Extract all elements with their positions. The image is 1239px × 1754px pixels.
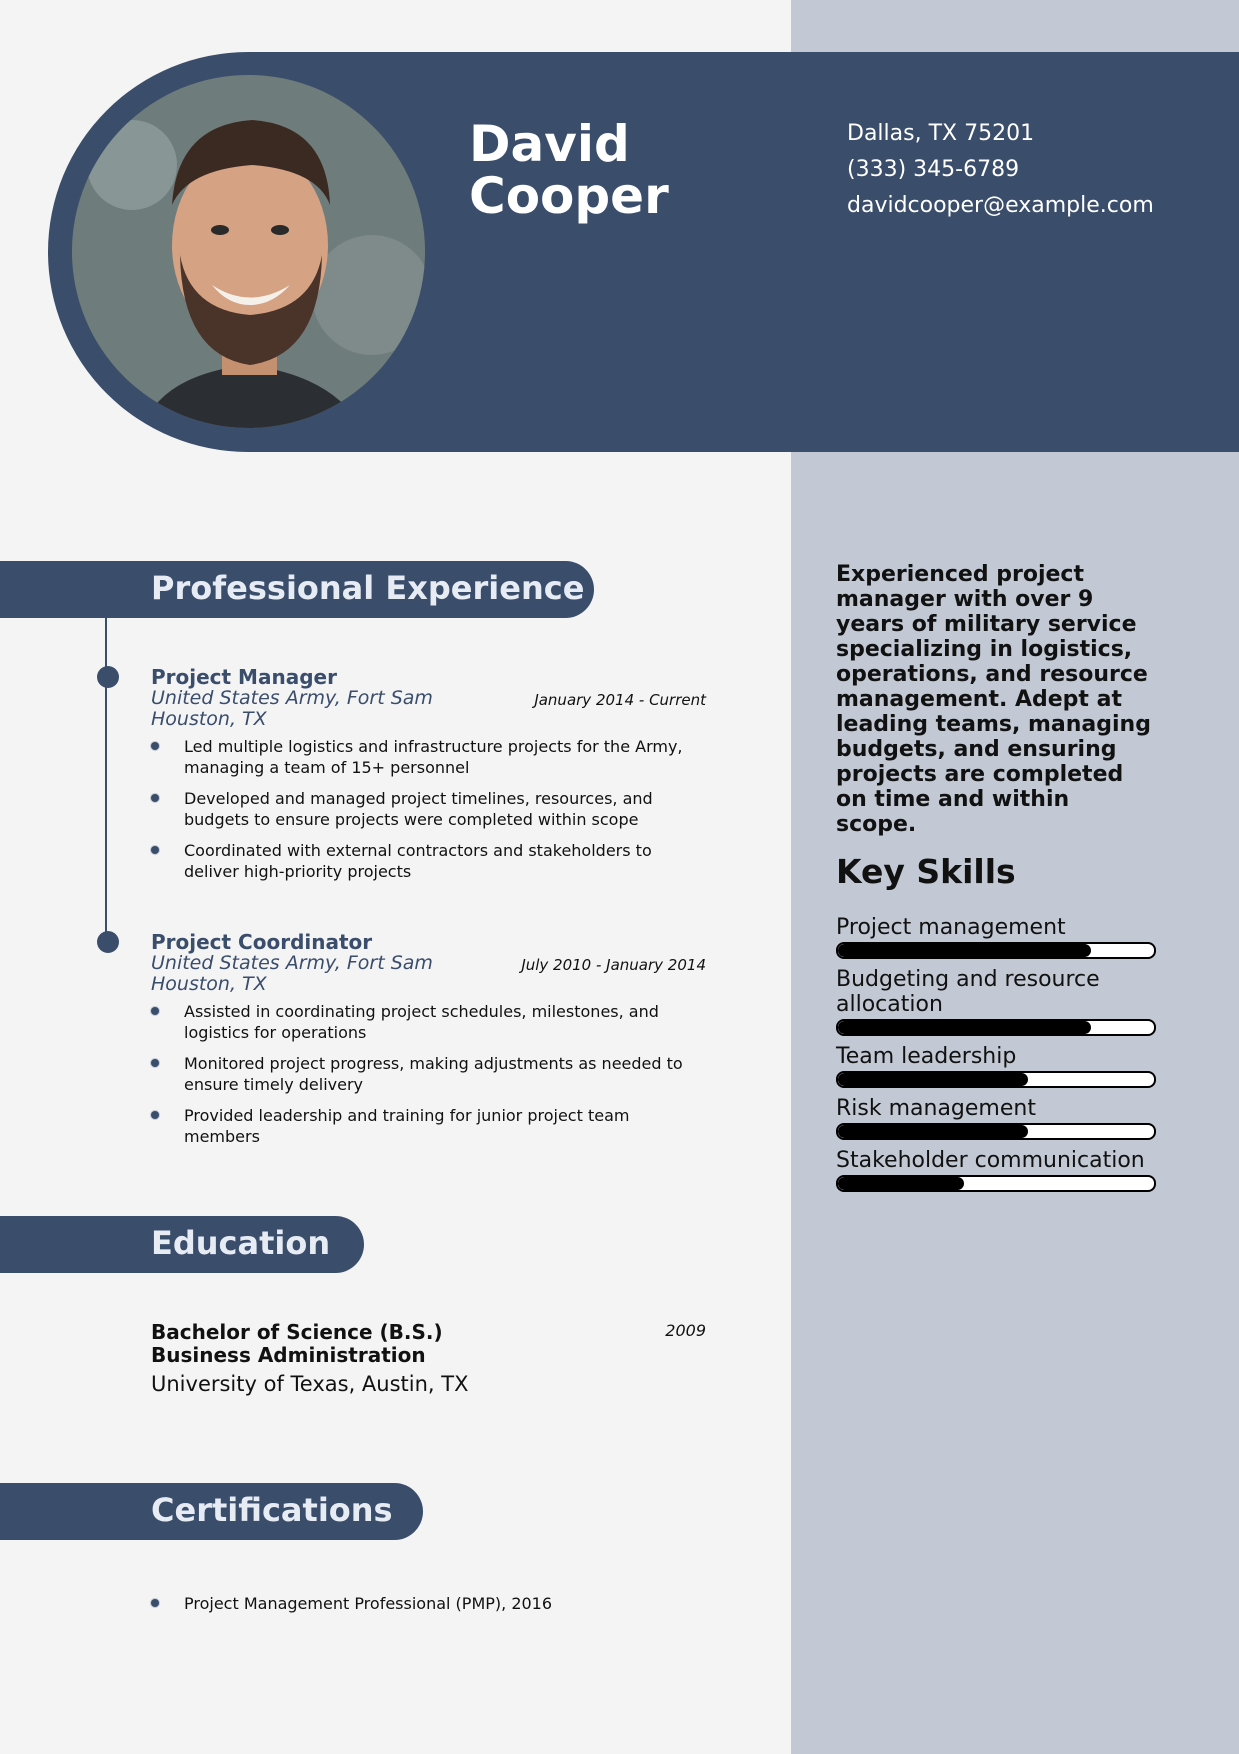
bullet-item: Developed and managed project timelines, resources, and budgets to ensure projects were completed within scope	[151, 788, 706, 830]
contact-info	[847, 116, 1154, 224]
timeline-dot	[97, 931, 119, 953]
job-organization: United States Army, Fort Sam Houston, TX	[151, 687, 433, 730]
cert-item: Project Management Professional (PMP), 2016	[151, 1593, 706, 1614]
skill-level-fill	[838, 1021, 1091, 1034]
skill-level-bar	[836, 1071, 1156, 1088]
profile-photo-illustration	[72, 75, 425, 428]
education-section-tab	[0, 1216, 364, 1273]
job-bullets	[151, 736, 706, 882]
education-entry	[151, 1321, 706, 1396]
skill-item	[836, 967, 1156, 1036]
certifications-section-tab	[0, 1483, 423, 1540]
skill-level-bar	[836, 942, 1156, 959]
skill-level-bar	[836, 1175, 1156, 1192]
experience-timeline	[105, 615, 107, 940]
skill-name: Risk management	[836, 1096, 1036, 1121]
job-bullets	[151, 1001, 706, 1147]
school-name: University of Texas, Austin, TX	[151, 1372, 469, 1396]
bullet-item: Assisted in coordinating project schedules, milestones, and logistics for operations	[151, 1001, 706, 1043]
skill-name: Stakeholder communication	[836, 1148, 1145, 1173]
timeline-dot	[97, 666, 119, 688]
profile-photo	[72, 75, 425, 428]
job-entry	[151, 666, 706, 892]
skill-level-fill	[838, 1177, 964, 1190]
contact-address: Dallas, TX 75201	[847, 121, 1035, 146]
skill-level-bar	[836, 1123, 1156, 1140]
last-name: Cooper	[469, 167, 669, 225]
experience-section-tab	[0, 561, 594, 618]
contact-email[interactable]: davidcooper@example.com	[847, 193, 1154, 218]
bullet-item: Monitored project progress, making adjustments as needed to ensure timely delivery	[151, 1053, 706, 1095]
skill-level-fill	[838, 1073, 1028, 1086]
skill-level-fill	[838, 944, 1091, 957]
skill-item	[836, 1044, 1156, 1088]
graduation-year: 2009	[665, 1321, 706, 1340]
first-name: David	[469, 115, 630, 173]
degree-name: Bachelor of Science (B.S.)	[151, 1320, 443, 1344]
bullet-item: Provided leadership and training for junior project team members	[151, 1105, 706, 1147]
certifications-list	[151, 1587, 706, 1624]
bullet-item: Coordinated with external contractors and stakeholders to deliver high-priority projects	[151, 840, 706, 882]
job-title: Project Coordinator	[151, 930, 373, 954]
candidate-name	[469, 115, 669, 225]
job-organization: United States Army, Fort Sam Houston, TX	[151, 952, 433, 995]
bullet-item: Led multiple logistics and infrastructure projects for the Army, managing a team of 15+ personnel	[151, 736, 706, 778]
skill-level-bar	[836, 1019, 1156, 1036]
job-entry	[151, 931, 706, 1157]
skill-name: Team leadership	[836, 1044, 1017, 1069]
degree-major: Business Administration	[151, 1343, 426, 1367]
skills-heading: Key Skills	[836, 852, 1016, 891]
skill-item	[836, 915, 1156, 959]
skill-name: Project management	[836, 915, 1066, 940]
skill-name: Budgeting and resource allocation	[836, 967, 1100, 1017]
skills-list	[836, 915, 1156, 1200]
skill-item	[836, 1096, 1156, 1140]
skill-level-fill	[838, 1125, 1028, 1138]
job-title: Project Manager	[151, 665, 337, 689]
cert-bullets	[151, 1593, 706, 1614]
skill-item	[836, 1148, 1156, 1192]
education-heading: Education	[151, 1224, 331, 1262]
professional-summary: Experienced project manager with over 9 years of military service specializing in logistics, operations, and resource management. Adept at leading teams, managing budgets, and ensuring projects are completed on time and within scope.	[836, 562, 1151, 837]
certifications-heading: Certifications	[151, 1491, 393, 1529]
job-dates: January 2014 - Current	[534, 691, 706, 709]
experience-heading: Professional Experience	[151, 569, 585, 607]
contact-phone[interactable]: (333) 345-6789	[847, 157, 1020, 182]
job-dates: July 2010 - January 2014	[521, 956, 706, 974]
